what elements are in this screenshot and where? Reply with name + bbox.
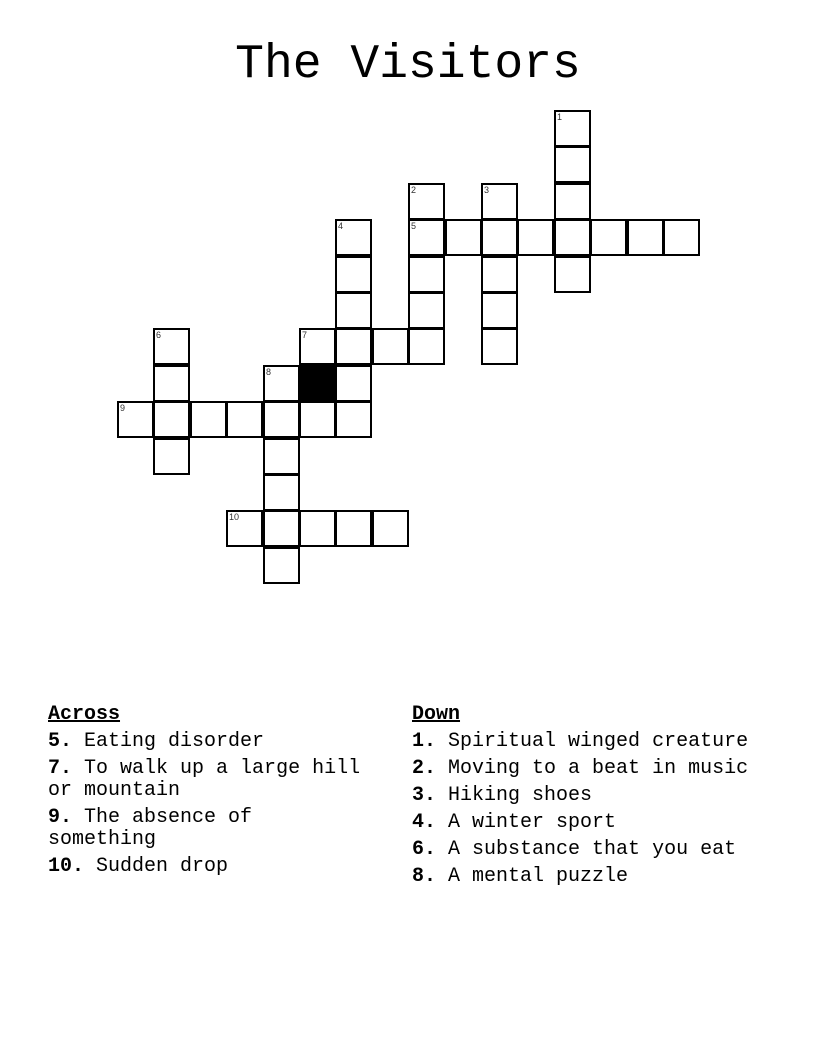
grid-cell[interactable]: [481, 292, 518, 329]
grid-cell[interactable]: [408, 183, 445, 220]
grid-cell[interactable]: [372, 328, 409, 365]
grid-cell[interactable]: [554, 183, 591, 220]
grid-cell[interactable]: [117, 401, 154, 438]
grid-cell[interactable]: [554, 219, 591, 256]
grid-cell[interactable]: [153, 365, 190, 402]
grid-cell[interactable]: [408, 219, 445, 256]
clue-number: 10.: [48, 855, 85, 878]
across-clue: [48, 807, 368, 851]
clue-text: A winter sport: [448, 811, 617, 834]
grid-cell[interactable]: [408, 292, 445, 329]
cell-number: 5: [411, 221, 417, 231]
grid-cell[interactable]: [481, 183, 518, 220]
page-title: The Visitors: [235, 38, 581, 92]
clue-number: 4.: [412, 811, 437, 834]
grid-cell[interactable]: [153, 401, 190, 438]
grid-cell[interactable]: [335, 292, 372, 329]
cell-number: 2: [411, 185, 417, 195]
grid-cell[interactable]: [481, 256, 518, 293]
cell-number: 8: [266, 367, 272, 377]
grid-cell[interactable]: [335, 219, 372, 256]
blocked-cell: [299, 365, 336, 402]
grid-cell[interactable]: [445, 219, 482, 256]
down-clues: [412, 704, 752, 893]
cell-number: 3: [484, 185, 490, 195]
grid-cell[interactable]: [554, 110, 591, 147]
clue-text: Spiritual winged creature: [448, 730, 749, 753]
grid-cell[interactable]: [335, 401, 372, 438]
clue-text: Moving to a beat in music: [448, 757, 749, 780]
clue-number: 3.: [412, 784, 437, 807]
grid-cell[interactable]: [299, 401, 336, 438]
grid-cell[interactable]: [590, 219, 627, 256]
across-clues: [48, 704, 368, 883]
clue-number: 1.: [412, 730, 437, 753]
across-clue: [48, 758, 368, 802]
down-clue: [412, 812, 752, 834]
grid-cell[interactable]: [481, 219, 518, 256]
grid-cell[interactable]: [335, 328, 372, 365]
grid-cell[interactable]: [335, 256, 372, 293]
grid-cell[interactable]: [263, 547, 300, 584]
down-clue: [412, 866, 752, 888]
grid-cell[interactable]: [335, 365, 372, 402]
cell-number: 4: [338, 221, 344, 231]
grid-cell[interactable]: [263, 401, 300, 438]
clue-number: 6.: [412, 838, 437, 861]
cell-number: 1: [557, 112, 563, 122]
grid-cell[interactable]: [226, 510, 263, 547]
grid-cell[interactable]: [263, 438, 300, 475]
grid-cell[interactable]: [153, 328, 190, 365]
down-clue: [412, 731, 752, 753]
grid-cell[interactable]: [299, 510, 336, 547]
clue-text: Hiking shoes: [448, 784, 593, 807]
grid-cell[interactable]: [481, 328, 518, 365]
grid-cell[interactable]: [153, 438, 190, 475]
clue-number: 7.: [48, 757, 73, 780]
clue-text: Sudden drop: [96, 855, 229, 878]
grid-cell[interactable]: [335, 510, 372, 547]
grid-cell[interactable]: [263, 365, 300, 402]
clue-number: 5.: [48, 730, 73, 753]
cell-number: 10: [229, 512, 240, 522]
grid-cell[interactable]: [663, 219, 700, 256]
cell-number: 6: [156, 330, 162, 340]
clue-number: 8.: [412, 865, 437, 888]
grid-cell[interactable]: [627, 219, 664, 256]
clue-number: 2.: [412, 757, 437, 780]
down-heading: Down: [412, 703, 461, 726]
across-clue: [48, 731, 368, 753]
down-clue: [412, 785, 752, 807]
cell-number: 9: [120, 403, 126, 413]
clue-text: A substance that you eat: [448, 838, 737, 861]
grid-cell[interactable]: [554, 256, 591, 293]
grid-cell[interactable]: [299, 328, 336, 365]
cell-number: 7: [302, 330, 308, 340]
grid-cell[interactable]: [554, 146, 591, 183]
clue-text: The absence of something: [48, 806, 253, 851]
clue-text: A mental puzzle: [448, 865, 629, 888]
clue-text: To walk up a large hill or mountain: [48, 757, 361, 802]
grid-cell[interactable]: [372, 510, 409, 547]
clue-number: 9.: [48, 806, 73, 829]
down-clue: [412, 839, 752, 861]
grid-cell[interactable]: [263, 510, 300, 547]
grid-cell[interactable]: [517, 219, 554, 256]
across-heading: Across: [48, 703, 121, 726]
grid-cell[interactable]: [263, 474, 300, 511]
grid-cell[interactable]: [226, 401, 263, 438]
across-clue: [48, 856, 368, 878]
grid-cell[interactable]: [190, 401, 227, 438]
down-clue: [412, 758, 752, 780]
grid-cell[interactable]: [408, 256, 445, 293]
clue-text: Eating disorder: [84, 730, 265, 753]
grid-cell[interactable]: [408, 328, 445, 365]
